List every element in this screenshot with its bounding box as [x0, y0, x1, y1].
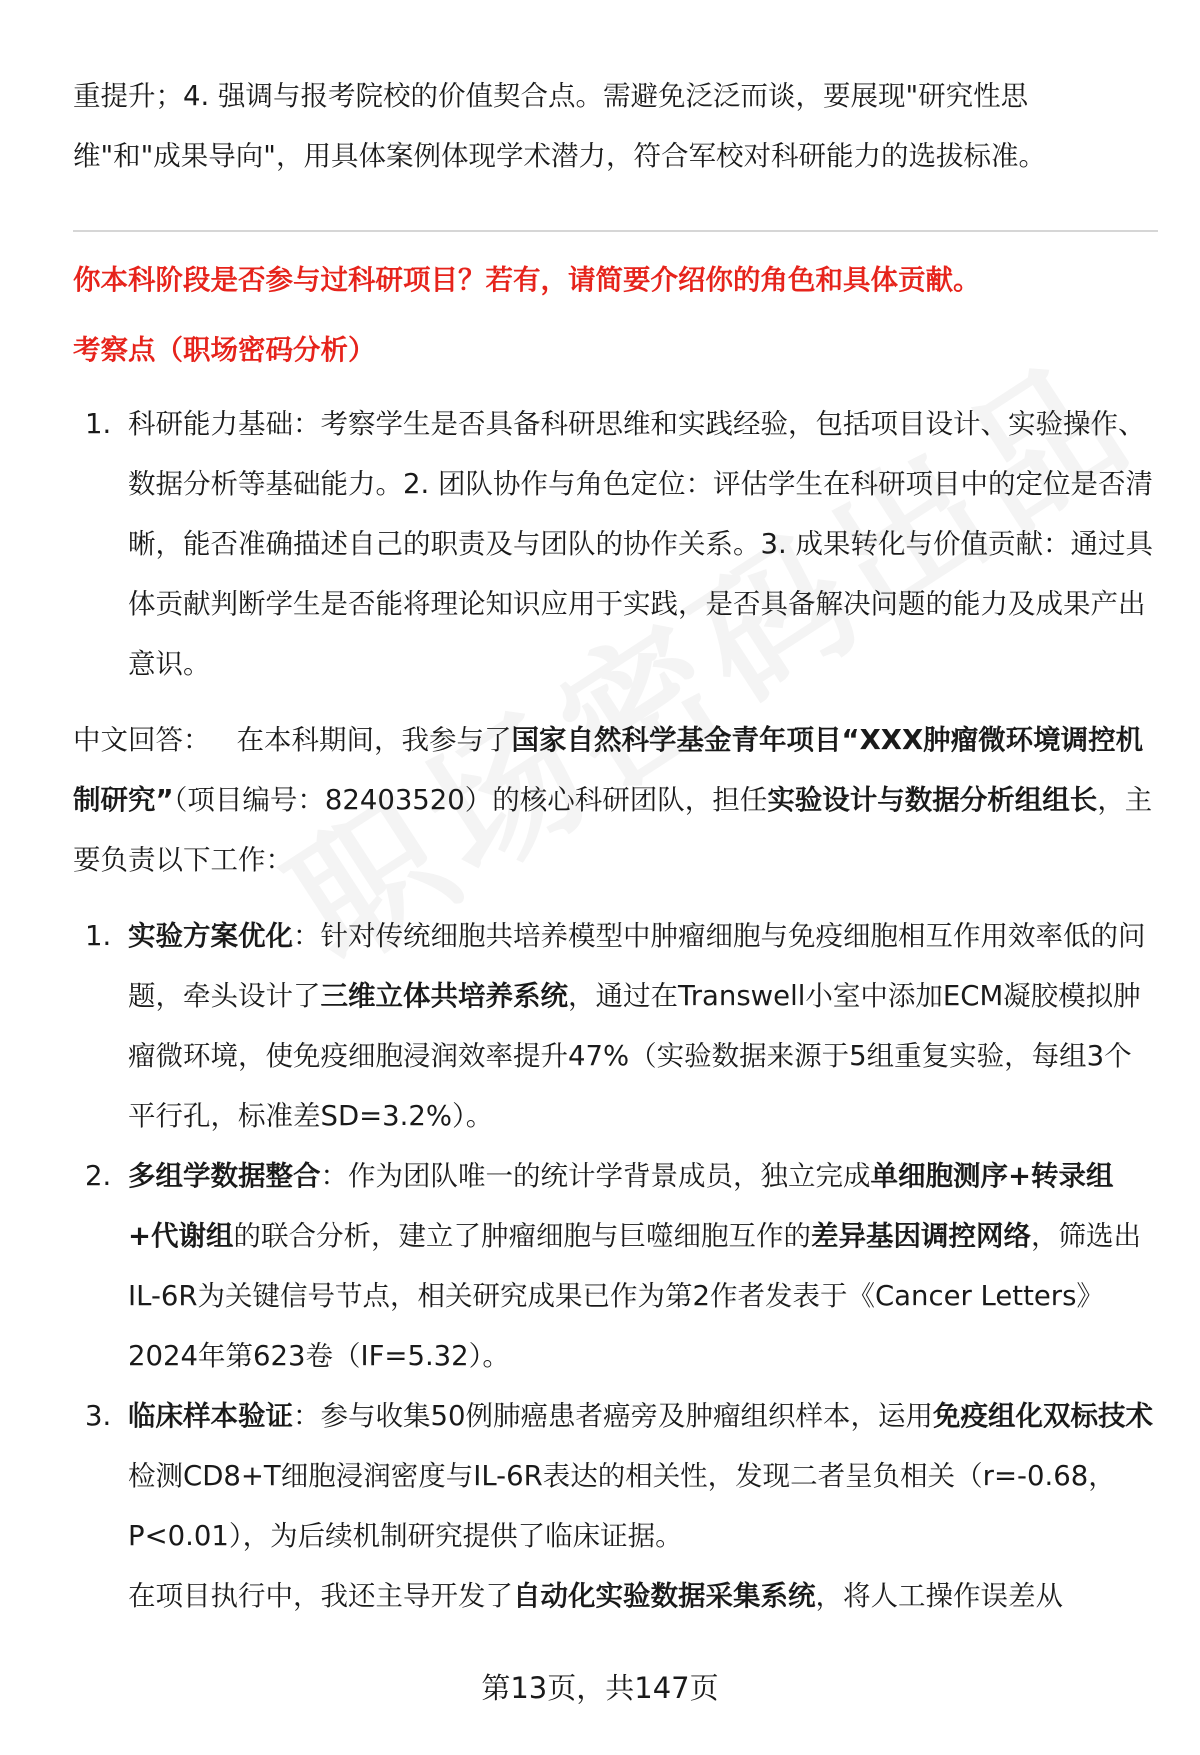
answer-label: 中文回答： [73, 724, 211, 756]
list-number: 3. [85, 1400, 112, 1432]
item-title: 实验方案优化 [128, 920, 293, 952]
focus-list [73, 394, 1158, 694]
section-divider [73, 230, 1158, 232]
followup-text-1: 在项目执行中，我还主导开发了 [128, 1580, 513, 1612]
followup-text-2: ，将人工操作误差从 [815, 1580, 1063, 1612]
focus-heading: 考察点（职场密码分析） [73, 334, 376, 366]
item-text: ，筛选出IL-6R为关键信号节点，相关研究成果已作为第2作者发表于《Cancer Letters》2024年第623卷（IF=5.32）。 [128, 1220, 1142, 1372]
item-title: 临床样本验证 [128, 1400, 293, 1432]
intro-paragraph [73, 66, 1158, 186]
intro-line-2: 维"和"成果导向"，用具体案例体现学术潜力，符合军校对科研能力的选拔标准。 [73, 140, 1046, 172]
list-item [73, 1146, 1158, 1386]
role-title: 实验设计与数据分析组组长 [767, 784, 1098, 816]
intro-line-1: 重提升；4. 强调与报考院校的价值契合点。需避免泛泛而谈，要展现"研究性思 [73, 80, 1029, 112]
system-name: 自动化实验数据采集系统 [513, 1580, 816, 1612]
item-highlight: 三维立体共培养系统 [320, 980, 568, 1012]
focus-list-item [73, 394, 1158, 694]
focus-text: 科研能力基础：考察学生是否具备科研思维和实践经验，包括项目设计、实验操作、数据分析等基础能力。2. 团队协作与角色定位：评估学生在科研项目中的定位是否清晰，能否准确描述自己的职责及与团队的协作关系。3. 成果转化与价值贡献：通过具体贡献判断学生是否能将理论知识应用于实践，是否具备解决问题的能力及成果产出意识。 [128, 408, 1153, 680]
item-text: ：作为团队唯一的统计学背景成员，独立完成 [320, 1160, 871, 1192]
list-number: 1. [85, 920, 112, 952]
list-number: 2. [85, 1160, 112, 1192]
item-text: ，通过在Transwell小室中添加ECM凝胶模拟肿瘤微环境，使免疫细胞浸润效率提升47%（实验数据来源于5组重复实验，每组3个平行孔，标准差SD=3.2%）。 [128, 980, 1141, 1132]
list-item [73, 906, 1158, 1146]
item-highlight: 免疫组化双标技术 [933, 1400, 1153, 1432]
page-number: 第13页，共147页 [481, 1671, 719, 1705]
question-heading: 你本科阶段是否参与过科研项目？若有，请简要介绍你的角色和具体贡献。 [73, 264, 981, 296]
item-highlight: 单细胞测序+转录组+代谢组 [128, 1160, 1114, 1252]
item-title: 多组学数据整合 [128, 1160, 321, 1192]
item-text: ：参与收集50例肺癌患者癌旁及肿瘤组织样本，运用 [293, 1400, 933, 1432]
followup-paragraph [73, 1566, 1158, 1626]
item-highlight: 差异基因调控网络 [811, 1220, 1032, 1252]
project-name: 国家自然科学基金青年项目“XXX肿瘤微环境调控机制研究” [73, 724, 1144, 816]
item-text: 检测CD8+T细胞浸润密度与IL-6R表达的相关性，发现二者呈负相关（r=-0.68，P<0.01），为后续机制研究提供了临床证据。 [128, 1460, 1116, 1552]
answer-text-2: （项目编号：82403520）的核心科研团队，担任 [173, 784, 768, 816]
list-item [73, 1386, 1158, 1566]
page-content [73, 66, 1158, 1626]
item-text: ：针对传统细胞共培养模型中肿瘤细胞与免疫细胞相互作用效率低的问题，牵头设计了 [128, 920, 1146, 1012]
answer-text-3: ，主要负责以下工作： [73, 784, 1153, 876]
list-number: 1. [85, 408, 112, 440]
item-text: 的联合分析，建立了肿瘤细胞与巨噬细胞互作的 [233, 1220, 812, 1252]
contribution-list [73, 906, 1158, 1566]
answer-text-1: 在本科期间，我参与了 [236, 724, 512, 756]
answer-paragraph [73, 710, 1158, 890]
